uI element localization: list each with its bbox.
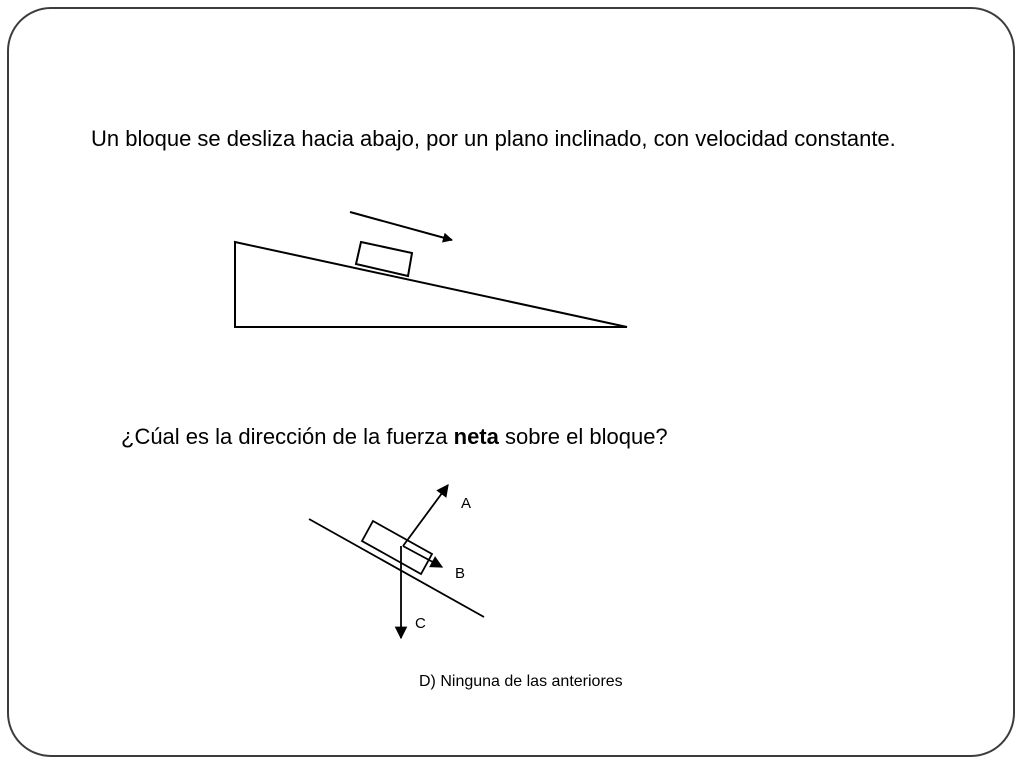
- force-arrow-a: [403, 485, 448, 546]
- label-b: B: [455, 565, 466, 582]
- incline-figure: [235, 212, 627, 327]
- force-options-figure: [309, 485, 484, 638]
- inclined-plane: [235, 242, 627, 327]
- question-text-before: ¿Cúal es la dirección de la fuerza: [121, 424, 454, 449]
- label-a: A: [461, 495, 472, 512]
- problem-statement: Un bloque se desliza hacia abajo, por un plano inclinado, con velocidad constante.: [91, 126, 896, 151]
- label-c: C: [415, 615, 426, 632]
- option-d: D) Ninguna de las anteriores: [419, 673, 623, 690]
- question-text: [121, 424, 668, 450]
- velocity-arrow: [350, 212, 452, 240]
- option-block: [362, 521, 432, 574]
- question-text-after: sobre el bloque?: [498, 424, 668, 449]
- question-emphasis: neta: [453, 424, 499, 449]
